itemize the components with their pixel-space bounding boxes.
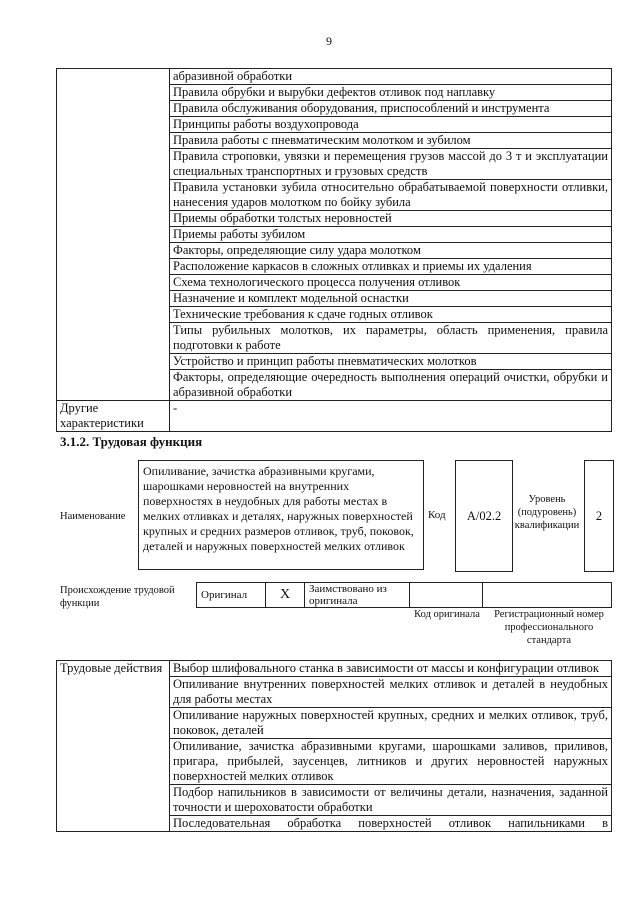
origin-label: Происхождение трудовой функции xyxy=(60,585,175,609)
page-number: 9 xyxy=(326,34,332,48)
section-title: 3.1.2. Трудовая функция xyxy=(60,434,203,449)
knowledge-item: Правила установки зубила относительно обрабатываемой поверхности отливки, нанесения ударов молотком по бойку зубила xyxy=(170,180,612,211)
knowledge-item: Правила строповки, увязки и перемещения грузов массой до 3 т и эксплуатации специальных транспортных и грузовых средств xyxy=(170,149,612,180)
knowledge-item: Назначение и комплект модельной оснастки xyxy=(170,291,612,307)
function-name: Опиливание, зачистка абразивными кругами, шарошками неровностей на внутренних поверхностях в неудобных для работы местах в мелких отливках и деталях, наружных поверхностей крупных и средних размеров отливок, труб, поковок, деталей и наружных поверхностей мелких отливок xyxy=(138,460,424,570)
work-action-item: Опиливание, зачистка абразивными кругами, шарошками заливов, приливов, пригара, прибылей, заусенцев, литников и других неровностей наружных поверхностей мелких отливок xyxy=(170,739,612,785)
work-actions-table xyxy=(56,660,612,832)
knowledge-item: Факторы, определяющие очередность выполнения операций очистки, обрубки и абразивной обработки xyxy=(170,370,612,401)
other-characteristics-label: Другие характеристики xyxy=(57,401,170,432)
knowledge-table xyxy=(56,68,612,432)
level-label: Уровень (подуровень) квалификации xyxy=(514,493,580,531)
code-original-caption: Код оригинала xyxy=(414,609,480,620)
knowledge-item: Приемы обработки толстых неровностей xyxy=(170,211,612,227)
original-mark: X xyxy=(266,583,305,608)
work-action-item: Опиливание внутренних поверхностей мелких отливок и деталей в неудобных для работы местах xyxy=(170,677,612,708)
other-characteristics-value: - xyxy=(170,401,612,432)
original-label: Оригинал xyxy=(197,583,266,608)
knowledge-item: Факторы, определяющие силу удара молотком xyxy=(170,243,612,259)
name-label: Наименование xyxy=(60,511,126,522)
knowledge-item: Схема технологического процесса получения отливок xyxy=(170,275,612,291)
work-action-item: Подбор напильников в зависимости от величины детали, назначения, заданной точности и шероховатости обработки xyxy=(170,785,612,816)
knowledge-item: Технические требования к сдаче годных отливок xyxy=(170,307,612,323)
code-label: Код xyxy=(428,509,446,521)
knowledge-item: Приемы работы зубилом xyxy=(170,227,612,243)
knowledge-item: Устройство и принцип работы пневматических молотков xyxy=(170,354,612,370)
knowledge-item: абразивной обработки xyxy=(170,69,612,85)
borrowed-label: Заимствовано из оригинала xyxy=(305,583,410,608)
knowledge-item: Правила обслуживания оборудования, приспособлений и инструмента xyxy=(170,101,612,117)
code-value: A/02.2 xyxy=(455,460,513,572)
origin-table xyxy=(196,582,612,608)
work-actions-label: Трудовые действия xyxy=(57,661,170,832)
knowledge-item: Расположение каркасов в сложных отливках и приемы их удаления xyxy=(170,259,612,275)
knowledge-item: Принципы работы воздухопровода xyxy=(170,117,612,133)
knowledge-item: Типы рубильных молотков, их параметры, область применения, правила подготовки к работе xyxy=(170,323,612,354)
knowledge-item: Правила работы с пневматическим молотком и зубилом xyxy=(170,133,612,149)
level-value: 2 xyxy=(584,460,614,572)
registration-number-caption: Регистрационный номер профессионального стандарта xyxy=(494,609,604,646)
work-action-item: Последовательная обработка поверхностей отливок напильниками в xyxy=(170,816,612,832)
work-action-item: Выбор шлифовального станка в зависимости от массы и конфигурации отливок xyxy=(170,661,612,677)
knowledge-item: Правила обрубки и вырубки дефектов отливок под наплавку xyxy=(170,85,612,101)
work-action-item: Опиливание наружных поверхностей крупных, средних и мелких отливок, труб, поковок, деталей xyxy=(170,708,612,739)
